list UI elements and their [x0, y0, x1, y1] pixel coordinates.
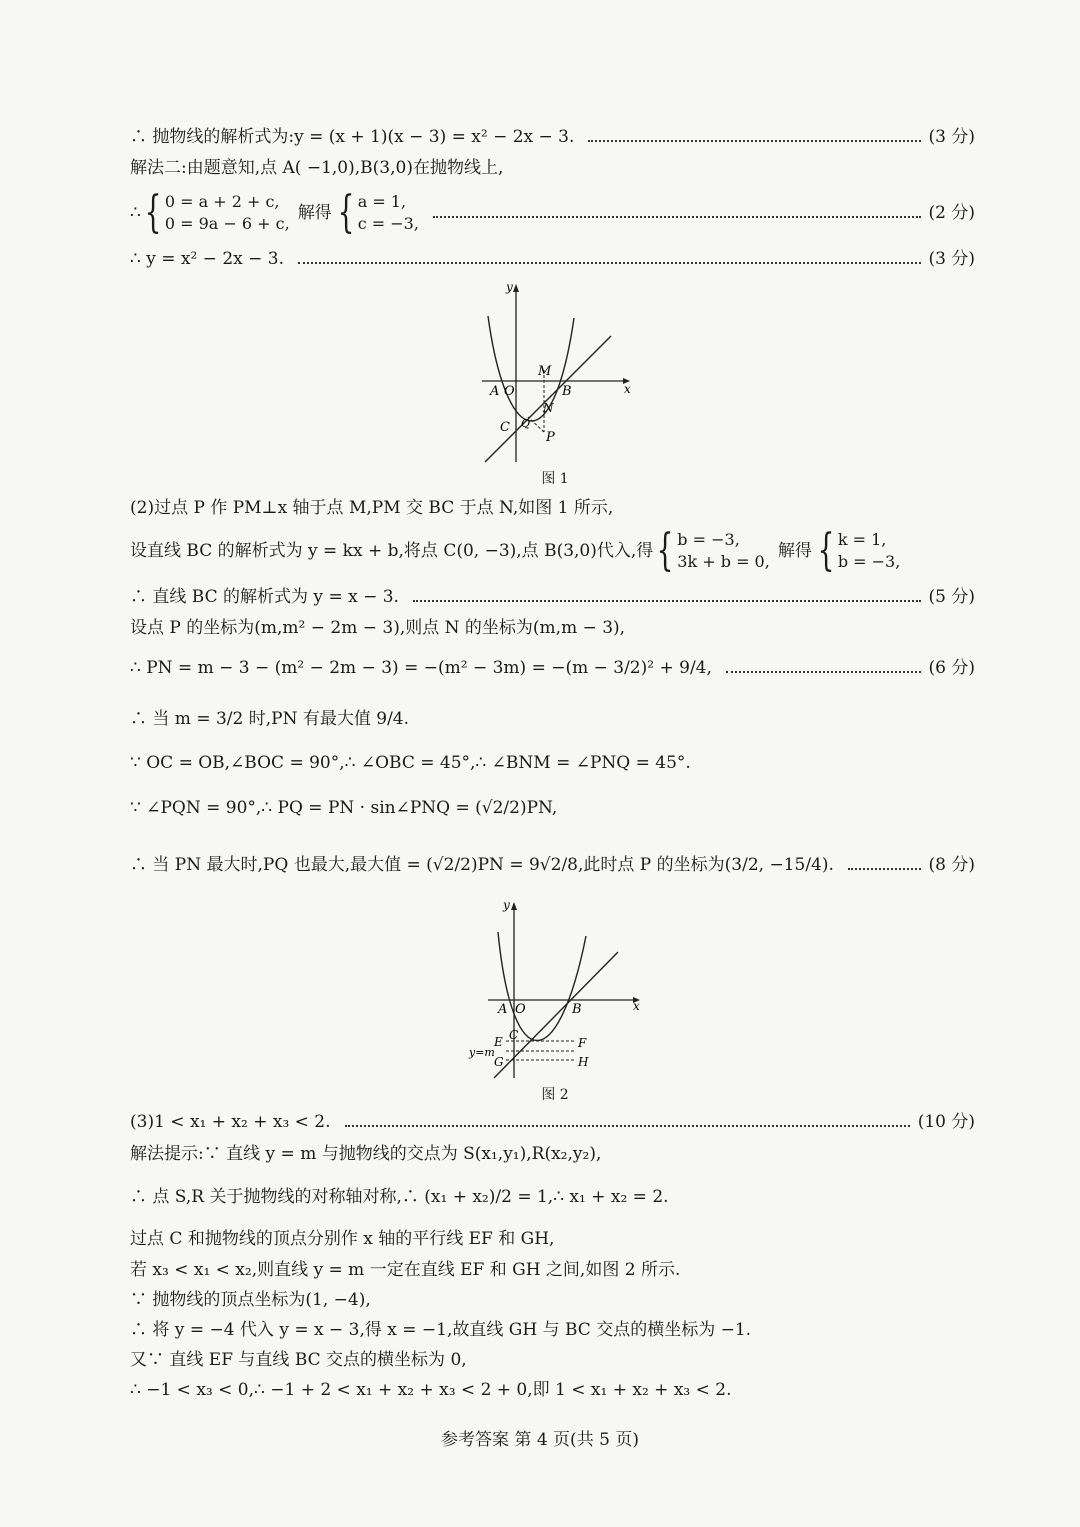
brace: { [817, 525, 835, 576]
equation-system: 0 = a + 2 + c, 0 = 9a − 6 + c, [164, 192, 290, 233]
score: (3 分) [928, 127, 975, 147]
equation-system: k = 1, b = −3, [837, 530, 901, 571]
label-a: A [498, 1002, 508, 1017]
line-12: ∵ ∠PQN = 90°,∴ PQ = PN · sin∠PNQ = (√2/2)PN, [130, 798, 558, 818]
label-o: O [515, 1002, 526, 1017]
label-y: y [506, 280, 513, 294]
label-n: N [543, 401, 554, 415]
leader-dots [848, 868, 921, 870]
parabola [488, 316, 574, 421]
label-f: F [578, 1036, 587, 1050]
label-h: H [578, 1055, 589, 1069]
equation-system: a = 1, c = −3, [357, 192, 419, 233]
line-22: ∴ −1 < x₃ < 0,∴ −1 + 2 < x₁ + x₂ + x₃ < 2 + 0,即 1 < x₁ + x₂ + x₃ < 2. [130, 1380, 732, 1400]
segment-pq [528, 417, 544, 432]
label-q: Q [521, 417, 531, 430]
score: (2 分) [928, 203, 975, 223]
line-15: 解法提示:∵ 直线 y = m 与抛物线的交点为 S(x₁,y₁),R(x₂,y₂), [130, 1144, 602, 1164]
label-a: A [490, 384, 500, 399]
label-g: G [494, 1055, 504, 1069]
page-footer: 参考答案 第 4 页(共 5 页) [441, 1430, 639, 1450]
line-20: ∴ 将 y = −4 代入 y = x − 3,得 x = −1,故直线 GH 与 BC 交点的横坐标为 −1. [130, 1320, 752, 1340]
line-9: ∴ PN = m − 3 − (m² − 2m − 3) = −(m² − 3m) = −(m − 3/2)² + 9/4, (6 分) [130, 658, 975, 678]
label-b: B [572, 1002, 582, 1017]
line-21: 又∵ 直线 EF 与直线 BC 交点的横坐标为 0, [130, 1350, 467, 1370]
line-5: (2)过点 P 作 PM⊥x 轴于点 M,PM 交 BC 于点 N,如图 1 所示, [130, 498, 614, 518]
label-c: C [500, 420, 510, 435]
label-p: P [546, 430, 555, 445]
label-x: x [624, 382, 631, 396]
leader-dots [298, 262, 921, 264]
score: (6 分) [928, 658, 975, 678]
brace: { [337, 187, 355, 238]
figure-2-caption: 图 2 [541, 1087, 569, 1103]
figure-1 [470, 278, 640, 468]
line-18: 若 x₃ < x₁ < x₂,则直线 y = m 一定在直线 EF 和 GH 之间,如图 2 所示. [130, 1260, 681, 1280]
score: (8 分) [928, 855, 975, 875]
line-16: ∴ 点 S,R 关于抛物线的对称轴对称,∴ (x₁ + x₂)/2 = 1,∴ x₁ + x₂ = 2. [130, 1187, 669, 1207]
leader-dots [413, 600, 921, 602]
label-y: y [503, 898, 510, 912]
label-b: B [562, 384, 572, 399]
figure-1-caption: 图 1 [541, 471, 569, 487]
line-3: ∴ { 0 = a + 2 + c, 0 = 9a − 6 + c, 解得 { a = 1, c = −3, (2 分) [130, 187, 975, 238]
line-19: ∵ 抛物线的顶点坐标为(1, −4), [130, 1290, 371, 1310]
leader-dots [433, 216, 921, 218]
line-1: ∴ 抛物线的解析式为:y = (x + 1)(x − 3) = x² − 2x − 3. (3 分) [130, 127, 975, 147]
score: (10 分) [917, 1112, 975, 1132]
leader-dots [588, 140, 920, 142]
score: (3 分) [928, 249, 975, 269]
parabola [498, 932, 586, 1041]
brace: { [144, 187, 162, 238]
label-m: M [538, 364, 552, 379]
brace: { [656, 525, 674, 576]
line-13: ∴ 当 PN 最大时,PQ 也最大,最大值 = (√2/2)PN = 9√2/8,此时点 P 的坐标为(3/2, −15/4). (8 分) [130, 855, 975, 875]
line-7: ∴ 直线 BC 的解析式为 y = x − 3. (5 分) [130, 587, 975, 607]
equation-system: b = −3, 3k + b = 0, [677, 530, 770, 571]
y-axis-arrow [511, 902, 517, 910]
leader-dots [345, 1125, 910, 1127]
line-bc [494, 952, 618, 1078]
line-17: 过点 C 和抛物线的顶点分别作 x 轴的平行线 EF 和 GH, [130, 1229, 555, 1249]
label-x: x [633, 999, 640, 1013]
leader-dots [726, 671, 921, 673]
figure-2 [462, 896, 652, 1082]
label-y-equals-m: y=m [469, 1046, 495, 1059]
label-e: E [494, 1035, 503, 1049]
line-11: ∵ OC = OB,∠BOC = 90°,∴ ∠OBC = 45°,∴ ∠BNM = ∠PNQ = 45°. [130, 753, 691, 773]
line-8: 设点 P 的坐标为(m,m² − 2m − 3),则点 N 的坐标为(m,m − 3), [130, 618, 626, 638]
line-10: ∴ 当 m = 3/2 时,PN 有最大值 9/4. [130, 709, 410, 729]
y-axis-arrow [513, 284, 519, 292]
line-2: 解法二:由题意知,点 A( −1,0),B(3,0)在抛物线上, [130, 158, 504, 178]
label-c: C [509, 1028, 519, 1042]
score: (5 分) [928, 587, 975, 607]
label-o: O [504, 384, 515, 399]
line-4: ∴ y = x² − 2x − 3. (3 分) [130, 249, 975, 269]
line-14: (3)1 < x₁ + x₂ + x₃ < 2. (10 分) [130, 1112, 975, 1132]
line-6: 设直线 BC 的解析式为 y = kx + b,将点 C(0, −3),点 B(3,0)代入,得 { b = −3, 3k + b = 0, 解得 { k = 1, b = −3, [130, 525, 901, 576]
